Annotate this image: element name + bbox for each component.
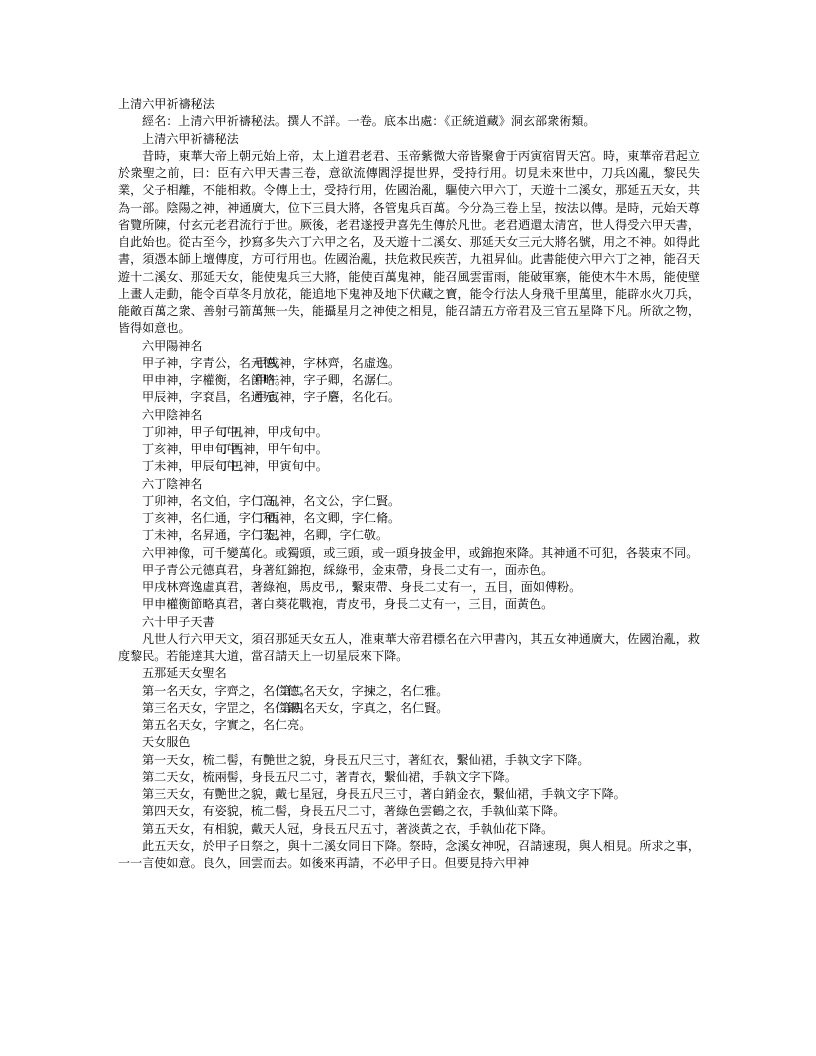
- roster-row: [118, 527, 700, 544]
- roster-cell-right: 丁酉神，甲午旬中。: [219, 442, 328, 456]
- roster-cell-left: 甲子神，字青公，名元德。: [142, 355, 288, 370]
- roster-cell-right: 丁巳神，名卿，字仁敬。: [255, 528, 389, 543]
- roster-cell-left: 丁卯神，甲子旬中。: [142, 424, 251, 439]
- scripture-heading: 上清六甲祈禱秘法: [142, 131, 239, 146]
- scripture-metadata-line: 經名：上清六甲祈禱秘法。撰人不詳。一卷。底本出處：《正統道藏》洞玄部衆術類。: [142, 114, 596, 129]
- roster-cell-left: 丁亥神，名仁通，字仁和。: [142, 511, 288, 525]
- roster-row: [118, 510, 700, 527]
- tiannu-attire-line: 第二天女，梳兩髻，身長五尺二寸，著青衣，繫仙裙，手執文字下降。: [142, 769, 517, 784]
- tiannu-attire-line: 第三天女，有艷世之貌，戴七星冠，身長五尺三寸，著白銷金衣，繫仙裙，手執文字下降。: [142, 787, 626, 801]
- zhenjun-line: 甲子青公元德真君，身著紅錦抱，綵綠弔，金束帶，身長二丈有一，面赤色。: [142, 562, 554, 577]
- roster-cell-left: 丁未神，甲辰旬中。: [142, 459, 251, 474]
- section-heading-liujia-yin: 六甲陰神名: [142, 407, 203, 422]
- section-heading-tiannu-fuse: 天女服色: [142, 735, 191, 750]
- roster-cell-right: 甲寅神，字子麏，名化石。: [255, 390, 401, 405]
- roster-row: [118, 372, 700, 389]
- roster-row: [118, 355, 700, 372]
- section-heading-liuding-yin: 六丁陰神名: [142, 476, 203, 491]
- divine-image-paragraph: 六甲神像，可千變萬化。或獨頭，或三頭，或一頭身披金甲，或錦抱來降。其神通不可犯，各裝束不同。: [142, 545, 699, 560]
- document-body: [118, 96, 700, 872]
- zhenjun-line: 甲申權衡節略真君，著白葵花戰袍，青皮弔，身長二丈有一，三目，面黃色。: [142, 597, 554, 612]
- roster-row: [118, 493, 700, 510]
- roster-cell-left: 丁亥神，甲申旬中。: [142, 442, 251, 456]
- section-heading-liujia-yang: 六甲陽神名: [142, 338, 203, 353]
- roster-row: [118, 683, 700, 700]
- roster-row: [118, 458, 700, 475]
- roster-cell-left: 甲辰神，字袞昌，名通元。: [142, 390, 288, 405]
- opening-paragraph: 昔時，東華大帝上朝元始上帝，太上道君老君、玉帝紫微大帝皆聚會于丙寅宿胃天宮。時，東華帝君起立於衆聖之前，曰：臣有六甲天書三卷，意欲流傳閻浮提世界，受持行用。切見未來世中，刀兵凶亂，黎民失業，父子相離，不能相救。令傳上士，受持行用，佐國治亂，驅使六甲六丁，天遊十二溪女，那延五天女，共為一部。陰陽之神，神通廣大，位下三員大將，各管鬼兵百萬。今分為三卷上呈，按法以傳。是時，元始天尊省覽所陳，付玄元老君流行于世。厥後，老君遂授尹喜先生傳於凡世。老君迺還太清宮，世人得受六甲天書，自此始也。從古至今，抄寫多失六丁六甲之名，及天遊十二溪女、那延天女三元大將名號，用之不神。如得此書，須憑本師上壇傳度，方可行用也。佐國治亂，扶危救民疾苦，九祖昇仙。此書能使六甲六丁之神，能召天遊十二溪女、那延天女，能使鬼兵三大將，能使百萬鬼神，能召風雲雷雨，能破軍寨，能使木牛木馬，能使壁上畫人走動，能令百草冬月放花，能追地下鬼神及地下伏藏之寶，能令行法人身飛千里萬里，能辟水火刀兵，能敵百萬之衆、善射弓箭萬無一失，能攝星月之神使之相見，能召請五方帝君及三官五星降下凡。所欲之物，皆得如意也。: [118, 148, 700, 336]
- roster-cell-left: 丁卯神，名文伯，字仁高。: [142, 493, 288, 508]
- roster-cell-right: 丁丑神，甲戌旬中。: [219, 424, 328, 439]
- roster-cell-right: 第四名天女，字真之，名仁賢。: [279, 700, 449, 715]
- roster-row: [118, 424, 700, 441]
- roster-cell-right: 第二名天女，字揀之，名仁雅。: [279, 683, 449, 698]
- closing-paragraph: 此五天女，於甲子日祭之，與十二溪女同日下降。祭時，念溪女神呪，召請速現，與人相見。所求之事，一一言使如意。良久，回雲而去。如後來再請，不必甲子日。但要見持六甲神: [118, 838, 700, 870]
- roster-cell-left: 第三名天女，字罡之，名仁錫。: [142, 700, 312, 715]
- tiannu-attire-line: 第一天女，梳二髻，有艷世之貌，身長五尺三寸，著紅衣，繫仙裙，手執文字下降。: [142, 752, 590, 767]
- roster-row-last: 第五名天女，字實之，名仁亮。: [142, 718, 312, 732]
- tiannu-attire-line: 第四天女，有姿貌，梳二髻，身長五尺二寸，著綠色雲鶴之衣，手執仙菜下降。: [142, 804, 566, 819]
- document-title: 上清六甲祈禱秘法: [118, 97, 215, 111]
- roster-cell-right: 丁酉神，名文卿，字仁脩。: [255, 511, 401, 525]
- roster-cell-right: 甲午神，字子卿，名潺仁。: [255, 373, 401, 387]
- roster-cell-left: 甲申神，字權衡，名節略。: [142, 373, 288, 387]
- roster-cell-right: 丁丑神，名文公，字仁賢。: [255, 493, 401, 508]
- sixty-jiazi-paragraph: 凡世人行六甲天文，須召那延天女五人，准東華大帝君標名在六甲書內，其五女神通廣大，佐國治亂，救度黎民。若能達其大道，當召請天上一切星辰來下降。: [118, 631, 700, 663]
- roster-cell-left: 丁未神，名昇通，字仁恭。: [142, 528, 288, 543]
- roster-cell-right: 甲戌神，字林齊，名虛逸。: [255, 355, 401, 370]
- roster-row: [118, 441, 700, 458]
- roster-row: [118, 700, 700, 717]
- section-heading-sixty-jiazi: 六十甲子天書: [142, 614, 215, 629]
- zhenjun-line: 甲戌林齊逸虛真君，著綠袍，馬皮弔,，繫束帶、身長二丈有一，五目，面如傅粉。: [142, 580, 582, 594]
- roster-row: [118, 389, 700, 406]
- roster-cell-left: 第一名天女，字齊之，名仁德。: [142, 683, 312, 698]
- roster-cell-right: 丁巳神，甲寅旬中。: [219, 459, 328, 474]
- tiannu-attire-line: 第五天女，有相貌，戴天人冠，身長五尺五寸，著淡黃之衣，手執仙花下降。: [142, 821, 554, 836]
- section-heading-five-nayan: 五那延天女聖名: [142, 666, 227, 681]
